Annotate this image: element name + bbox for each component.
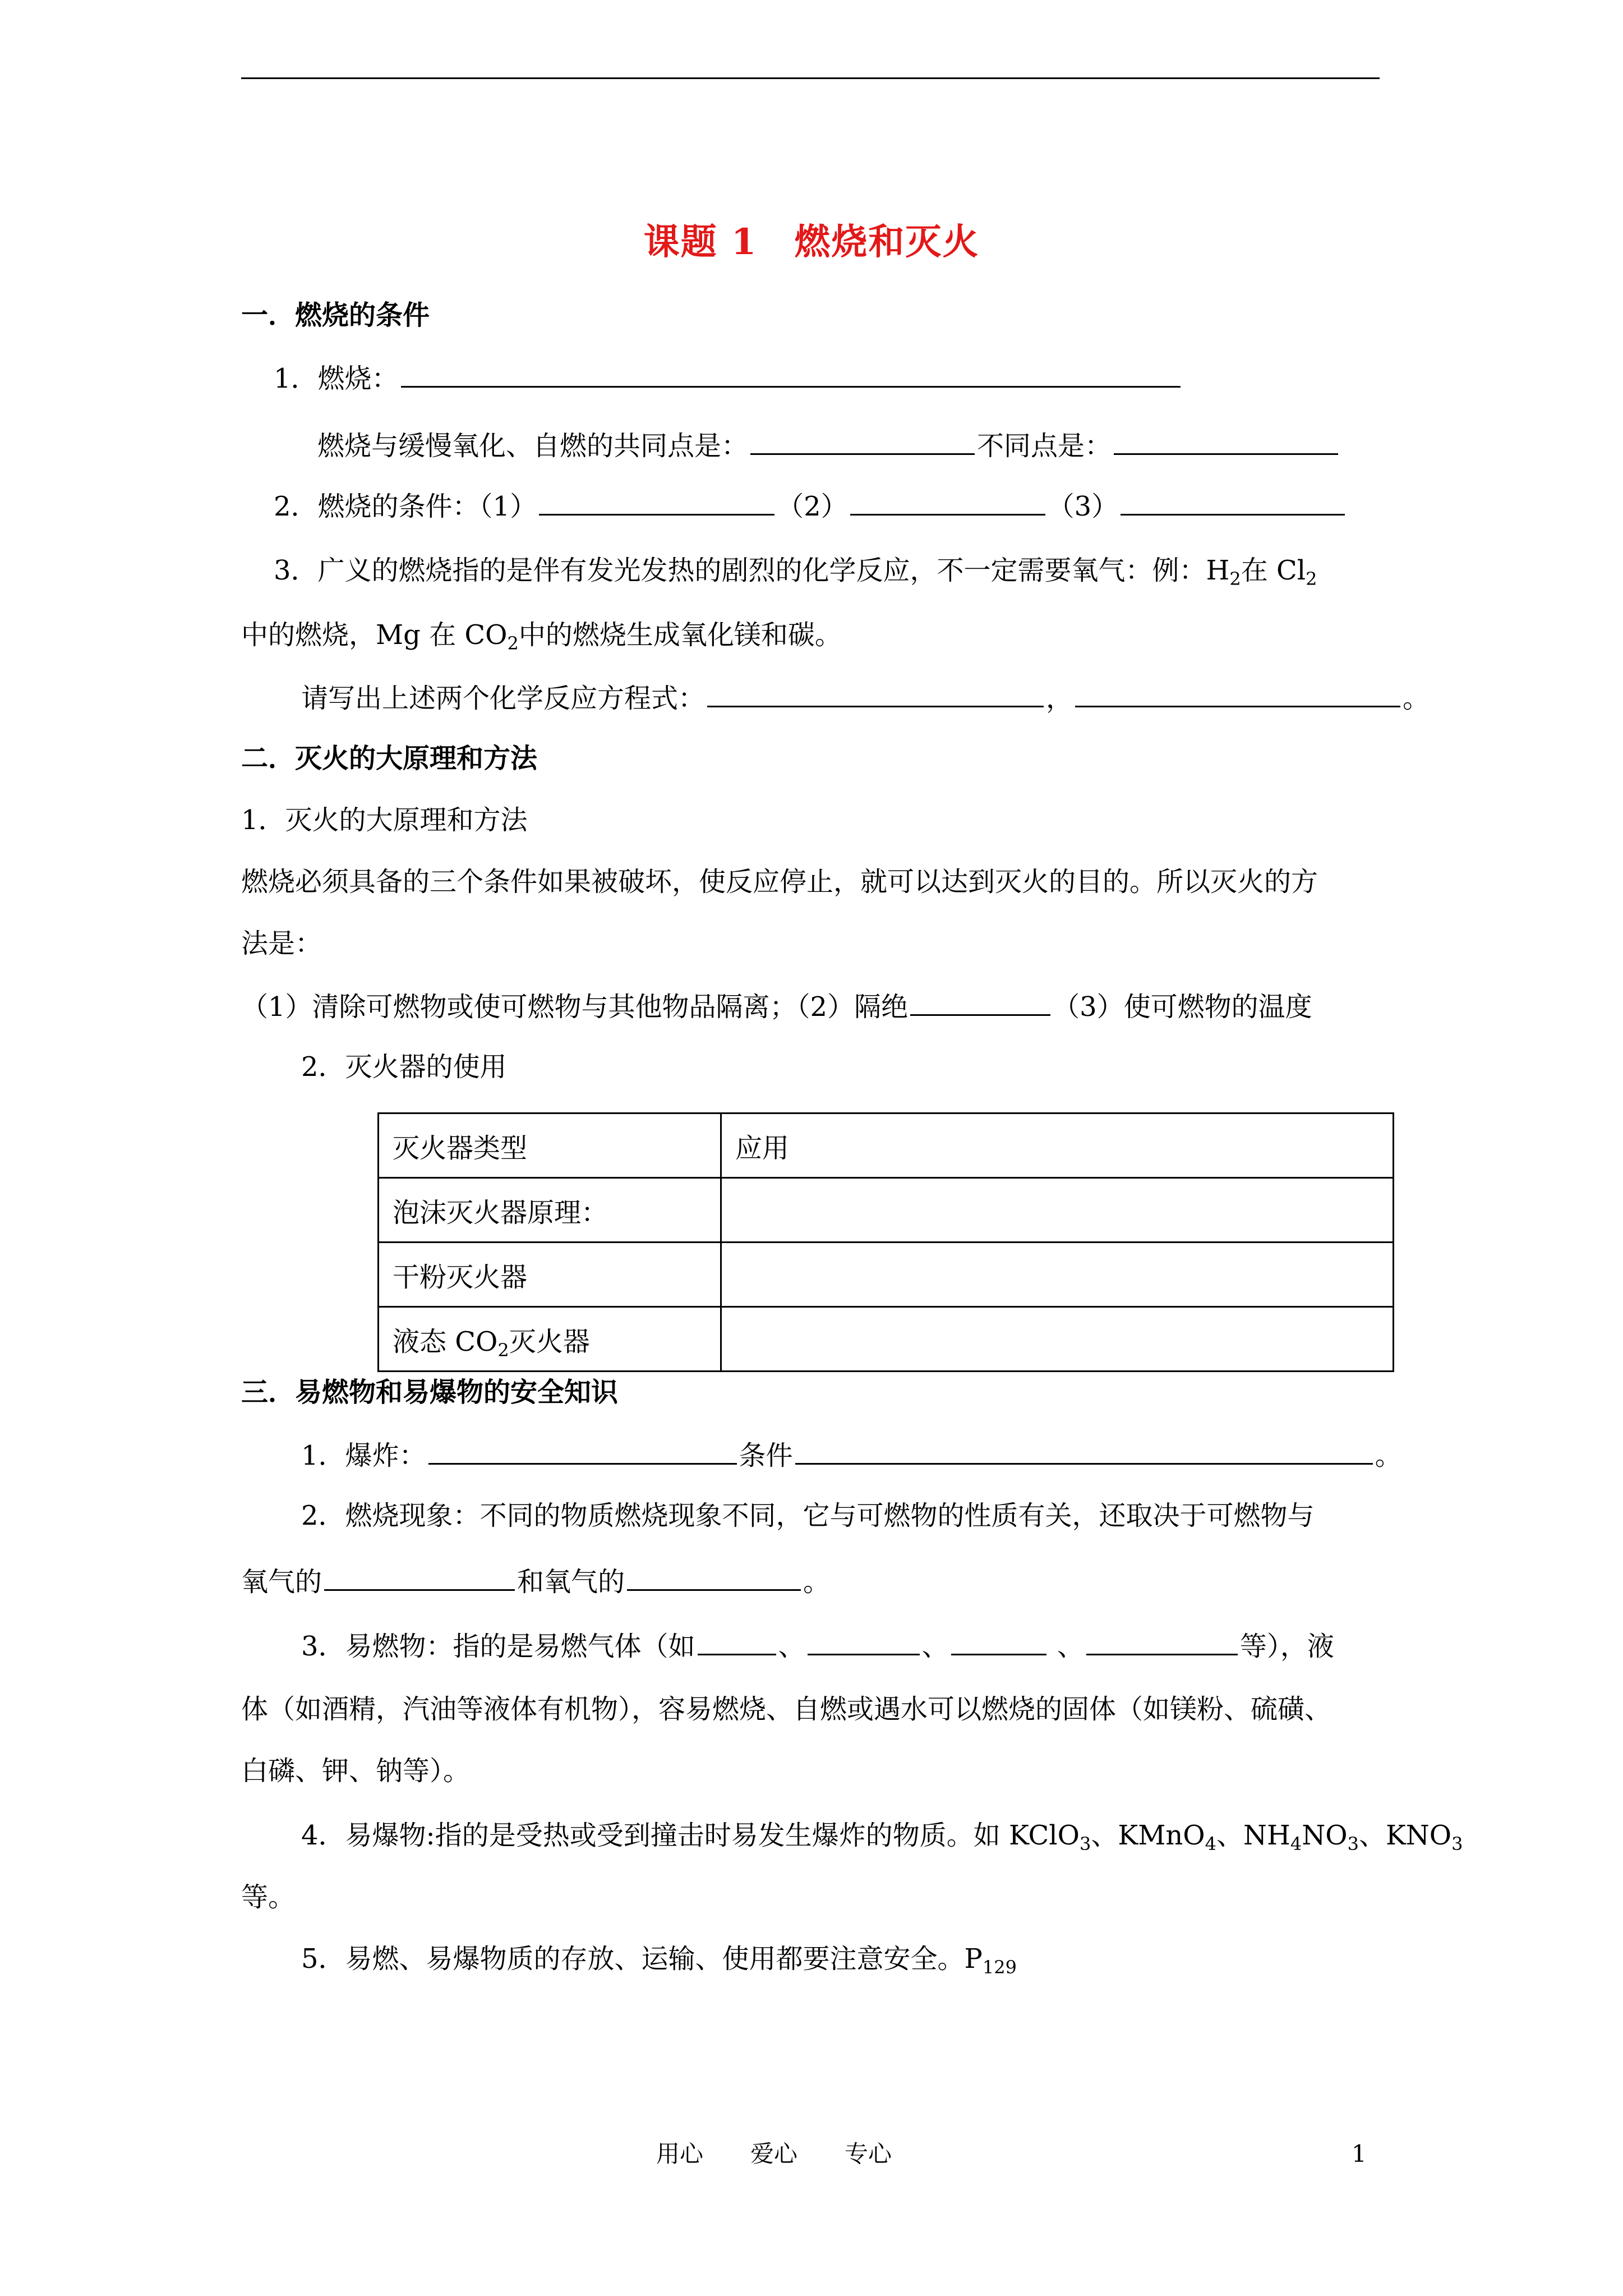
s1-item3 xyxy=(274,553,1317,588)
s3-item3-cont2: 白磷、钾、钠等）。 xyxy=(241,1755,471,1787)
table-header-cell: 灭火器类型 xyxy=(379,1114,721,1178)
s3-item5-a: 5．易燃、易爆物质的存放、运输、使用都要注意安全。P xyxy=(301,1943,983,1975)
subscript: 129 xyxy=(982,1957,1017,1978)
subscript: 2 xyxy=(1229,568,1241,590)
s3-item3-a: 3．易燃物：指的是易燃气体（如 xyxy=(301,1631,695,1662)
s1-item2-label: 2．燃烧的条件：（1） xyxy=(274,491,537,522)
table-header-cell: 应用 xyxy=(721,1114,1394,1178)
s2-item2: 2．灭火器的使用 xyxy=(301,1051,507,1083)
fill-blank[interactable] xyxy=(1114,426,1338,455)
s1-item3-text-b: 在 Cl xyxy=(1241,555,1306,586)
fill-blank[interactable] xyxy=(428,1436,737,1465)
fill-blank[interactable] xyxy=(850,487,1045,516)
section-3-heading: 三．易燃物和易爆物的安全知识 xyxy=(241,1377,619,1408)
punct: 、 xyxy=(1048,1631,1084,1662)
s3-item2-cont xyxy=(241,1562,830,1600)
section-2-heading: 二．灭火的大原理和方法 xyxy=(241,743,538,774)
s2-methods-a: （1）清除可燃物或使可燃物与其他物品隔离；（2）隔绝 xyxy=(241,991,909,1023)
fill-blank[interactable] xyxy=(1086,1627,1238,1655)
table-row xyxy=(379,1243,1394,1307)
punct: ， xyxy=(1046,683,1073,714)
footer-motto: 用心 爱心 专心 xyxy=(656,2140,892,2168)
type-text: 液态 CO xyxy=(393,1326,498,1358)
fill-blank[interactable] xyxy=(1121,487,1345,516)
s1-item1-label: 1．燃烧： xyxy=(274,363,399,394)
s3-item2-b: 氧气的 xyxy=(241,1566,322,1598)
fill-blank[interactable] xyxy=(795,1436,1373,1465)
s3-item5 xyxy=(301,1941,1017,1977)
subscript: 4 xyxy=(1290,1833,1302,1855)
table-cell-use[interactable] xyxy=(721,1178,1394,1243)
type-text: 灭火器 xyxy=(509,1326,590,1358)
s1-item2 xyxy=(274,487,1347,524)
s1-item1-sub-b: 不同点是： xyxy=(977,430,1112,462)
subscript: 2 xyxy=(1306,568,1317,590)
page-title: 课题 1 燃烧和灭火 xyxy=(643,221,980,263)
s3-item4-b: 、KMnO xyxy=(1091,1820,1205,1851)
s2-methods-b: （3）使可燃物的温度 xyxy=(1053,991,1312,1023)
s1-item3-equations xyxy=(301,679,1430,716)
punct: 、 xyxy=(778,1631,805,1662)
s1-item1-sub xyxy=(317,426,1340,464)
header-rule xyxy=(241,77,1380,79)
punct: 、 xyxy=(921,1631,949,1662)
s1-item1 xyxy=(274,359,1183,397)
s3-item4-c: 、NH xyxy=(1216,1820,1290,1851)
s3-item3-b: 等），液 xyxy=(1239,1631,1334,1662)
s1-item3-text-d: 中的燃烧生成氧化镁和碳。 xyxy=(518,619,842,651)
s3-item4-e: 、KNO xyxy=(1358,1820,1452,1851)
s3-item4-cont: 等。 xyxy=(241,1881,296,1913)
s1-item3-text-c: 中的燃烧，Mg 在 CO xyxy=(241,619,508,651)
fill-blank[interactable] xyxy=(750,426,975,455)
table-cell-use[interactable] xyxy=(721,1243,1394,1307)
s1-item3-text-a: 3．广义的燃烧指的是伴有发光发热的剧烈的化学反应，不一定需要氧气：例：H xyxy=(274,555,1230,586)
table-cell-use[interactable] xyxy=(721,1307,1394,1372)
table-row xyxy=(379,1178,1394,1243)
s3-item1-a: 1．爆炸： xyxy=(301,1440,426,1471)
table-header-row xyxy=(379,1114,1394,1178)
s3-item3-cont1: 体（如酒精，汽油等液体有机物），容易燃烧、自燃或遇水可以燃烧的固体（如镁粉、硫磺、 xyxy=(241,1694,1332,1725)
punct: 。 xyxy=(1375,1440,1402,1471)
s1-item2-c: （3） xyxy=(1047,491,1119,522)
s1-item2-b: （2） xyxy=(777,491,848,522)
equation-blank[interactable] xyxy=(1075,679,1400,707)
s3-item4-d: NO xyxy=(1302,1820,1348,1851)
s2-para2: 法是： xyxy=(241,928,322,959)
s1-item3-cont xyxy=(241,617,842,653)
s3-item2: 2．燃烧现象：不同的物质燃烧现象不同，它与可燃物的性质有关，还取决于可燃物与 xyxy=(301,1500,1315,1531)
fill-blank[interactable] xyxy=(698,1627,776,1655)
s2-para1: 燃烧必须具备的三个条件如果被破坏，使反应停止，就可以达到灭火的目的。所以灭火的方 xyxy=(241,866,1318,898)
table-cell-type: 干粉灭火器 xyxy=(379,1243,721,1307)
table-cell-type: 泡沫灭火器原理： xyxy=(379,1178,721,1243)
fill-blank[interactable] xyxy=(539,487,774,516)
equation-blank[interactable] xyxy=(707,679,1044,707)
punct: 。 xyxy=(803,1566,831,1598)
subscript: 2 xyxy=(507,633,519,654)
fill-blank[interactable] xyxy=(808,1627,920,1655)
fill-blank[interactable] xyxy=(910,987,1050,1016)
fill-blank[interactable] xyxy=(401,359,1181,388)
s3-item2-c: 和氧气的 xyxy=(517,1566,625,1598)
subscript: 3 xyxy=(1079,1833,1091,1855)
s3-item1 xyxy=(301,1436,1402,1474)
table-row xyxy=(379,1307,1394,1372)
subscript: 4 xyxy=(1205,1833,1216,1855)
s1-item1-sub-a: 燃烧与缓慢氧化、自燃的共同点是： xyxy=(317,430,749,462)
fill-blank[interactable] xyxy=(951,1627,1046,1655)
s2-methods xyxy=(241,987,1312,1025)
section-1-heading: 一．燃烧的条件 xyxy=(241,300,430,331)
s2-item1: 1．灭火的大原理和方法 xyxy=(241,804,528,836)
fill-blank[interactable] xyxy=(324,1562,515,1591)
page-number: 1 xyxy=(1352,2140,1367,2168)
subscript: 2 xyxy=(497,1339,509,1361)
subscript: 3 xyxy=(1347,1833,1359,1855)
fill-blank[interactable] xyxy=(627,1562,801,1591)
extinguisher-table xyxy=(377,1112,1394,1372)
s3-item1-b: 条件 xyxy=(739,1440,793,1471)
s3-item4 xyxy=(301,1818,1463,1853)
s3-item3 xyxy=(301,1627,1334,1664)
s1-eq-label: 请写出上述两个化学反应方程式： xyxy=(301,683,706,714)
table-cell-type xyxy=(379,1307,721,1372)
subscript: 3 xyxy=(1451,1833,1463,1855)
s3-item4-a: 4．易爆物:指的是受热或受到撞击时易发生爆炸的物质。如 KClO xyxy=(301,1820,1080,1851)
punct: 。 xyxy=(1403,683,1430,714)
